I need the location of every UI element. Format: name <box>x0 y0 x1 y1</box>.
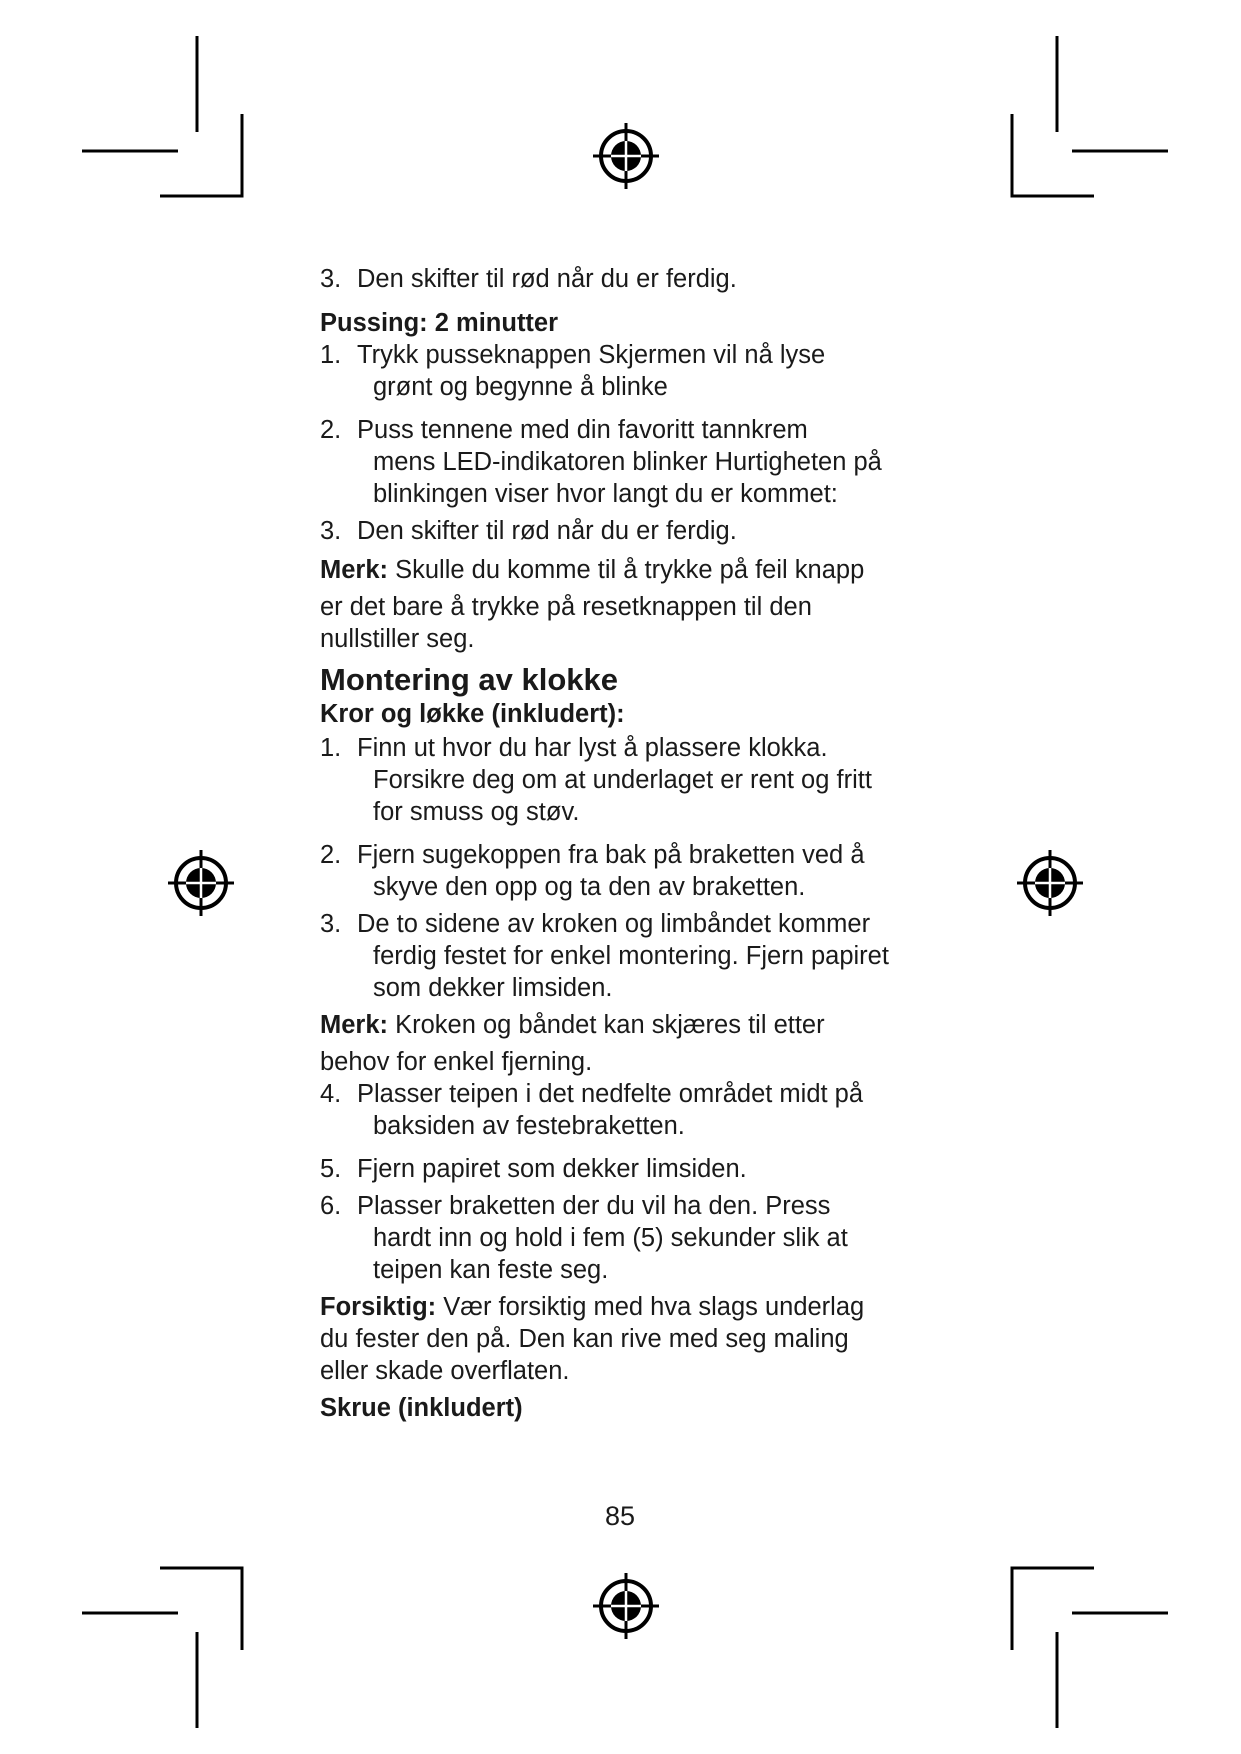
subheading-pussing: Pussing: 2 minutter <box>320 309 559 337</box>
crop-mark-bottom-right-icon <box>1012 1568 1168 1728</box>
list-item: 2. Fjern sugekoppen fra bak på braketten ved å <box>320 841 865 869</box>
crop-mark-top-left-icon <box>82 36 242 196</box>
list-item-continuation: mens LED-indikatoren blinker Hurtigheten på <box>373 448 882 476</box>
registration-mark-top-icon <box>593 123 659 189</box>
registration-mark-left-icon <box>168 850 234 916</box>
list-item-continuation: Forsikre deg om at underlaget er rent og fritt <box>373 766 872 794</box>
crop-mark-bottom-left-icon <box>82 1568 242 1728</box>
list-item: 1. Trykk pusseknappen Skjermen vil nå lyse <box>320 341 826 369</box>
list-item: 1. Finn ut hvor du har lyst å plassere klokka. <box>320 734 828 762</box>
list-item-continuation: hardt inn og hold i fem (5) sekunder slik at <box>373 1224 848 1252</box>
note-paragraph-line: nullstiller seg. <box>320 625 475 653</box>
list-item: 6. Plasser braketten der du vil ha den. Press <box>320 1192 831 1220</box>
list-item-continuation: blinkingen viser hvor langt du er kommet: <box>373 480 838 508</box>
list-item-continuation: teipen kan feste seg. <box>373 1256 609 1284</box>
note-paragraph: Merk: Skulle du komme til å trykke på feil knapp <box>320 556 865 584</box>
list-item: 3. Den skifter til rød når du er ferdig. <box>320 265 737 293</box>
crop-mark-top-right-icon <box>1012 36 1168 196</box>
caution-paragraph-line: eller skade overflaten. <box>320 1357 570 1385</box>
registration-mark-bottom-icon <box>593 1573 659 1639</box>
list-item-continuation: som dekker limsiden. <box>373 974 613 1002</box>
list-item: 5. Fjern papiret som dekker limsiden. <box>320 1155 747 1183</box>
list-item: 3. De to sidene av kroken og limbåndet kommer <box>320 910 871 938</box>
list-item-continuation: ferdig festet for enkel montering. Fjern papiret <box>373 942 889 970</box>
subheading-kror: Kror og løkke (inkludert): <box>320 700 625 728</box>
caution-paragraph: Forsiktig: Vær forsiktig med hva slags underlag <box>320 1293 865 1321</box>
registration-mark-right-icon <box>1017 850 1083 916</box>
section-heading: Montering av klokke <box>320 662 619 697</box>
caution-paragraph-line: du fester den på. Den kan rive med seg maling <box>320 1325 849 1353</box>
list-item: 2. Puss tennene med din favoritt tannkrem <box>320 416 808 444</box>
page-number: 85 <box>604 1501 636 1531</box>
list-item-continuation: for smuss og støv. <box>373 798 580 826</box>
list-item-continuation: baksiden av festebraketten. <box>373 1112 685 1140</box>
list-item: 3. Den skifter til rød når du er ferdig. <box>320 517 737 545</box>
note-paragraph-line: behov for enkel fjerning. <box>320 1048 593 1076</box>
list-item-continuation: skyve den opp og ta den av braketten. <box>373 873 806 901</box>
subheading-skrue: Skrue (inkludert) <box>320 1394 523 1422</box>
note-paragraph: Merk: Kroken og båndet kan skjæres til etter <box>320 1011 825 1039</box>
list-item: 4. Plasser teipen i det nedfelte området midt på <box>320 1080 864 1108</box>
page-content <box>320 263 960 1424</box>
list-item-continuation: grønt og begynne å blinke <box>373 373 668 401</box>
note-paragraph-line: er det bare å trykke på resetknappen til den <box>320 593 812 621</box>
